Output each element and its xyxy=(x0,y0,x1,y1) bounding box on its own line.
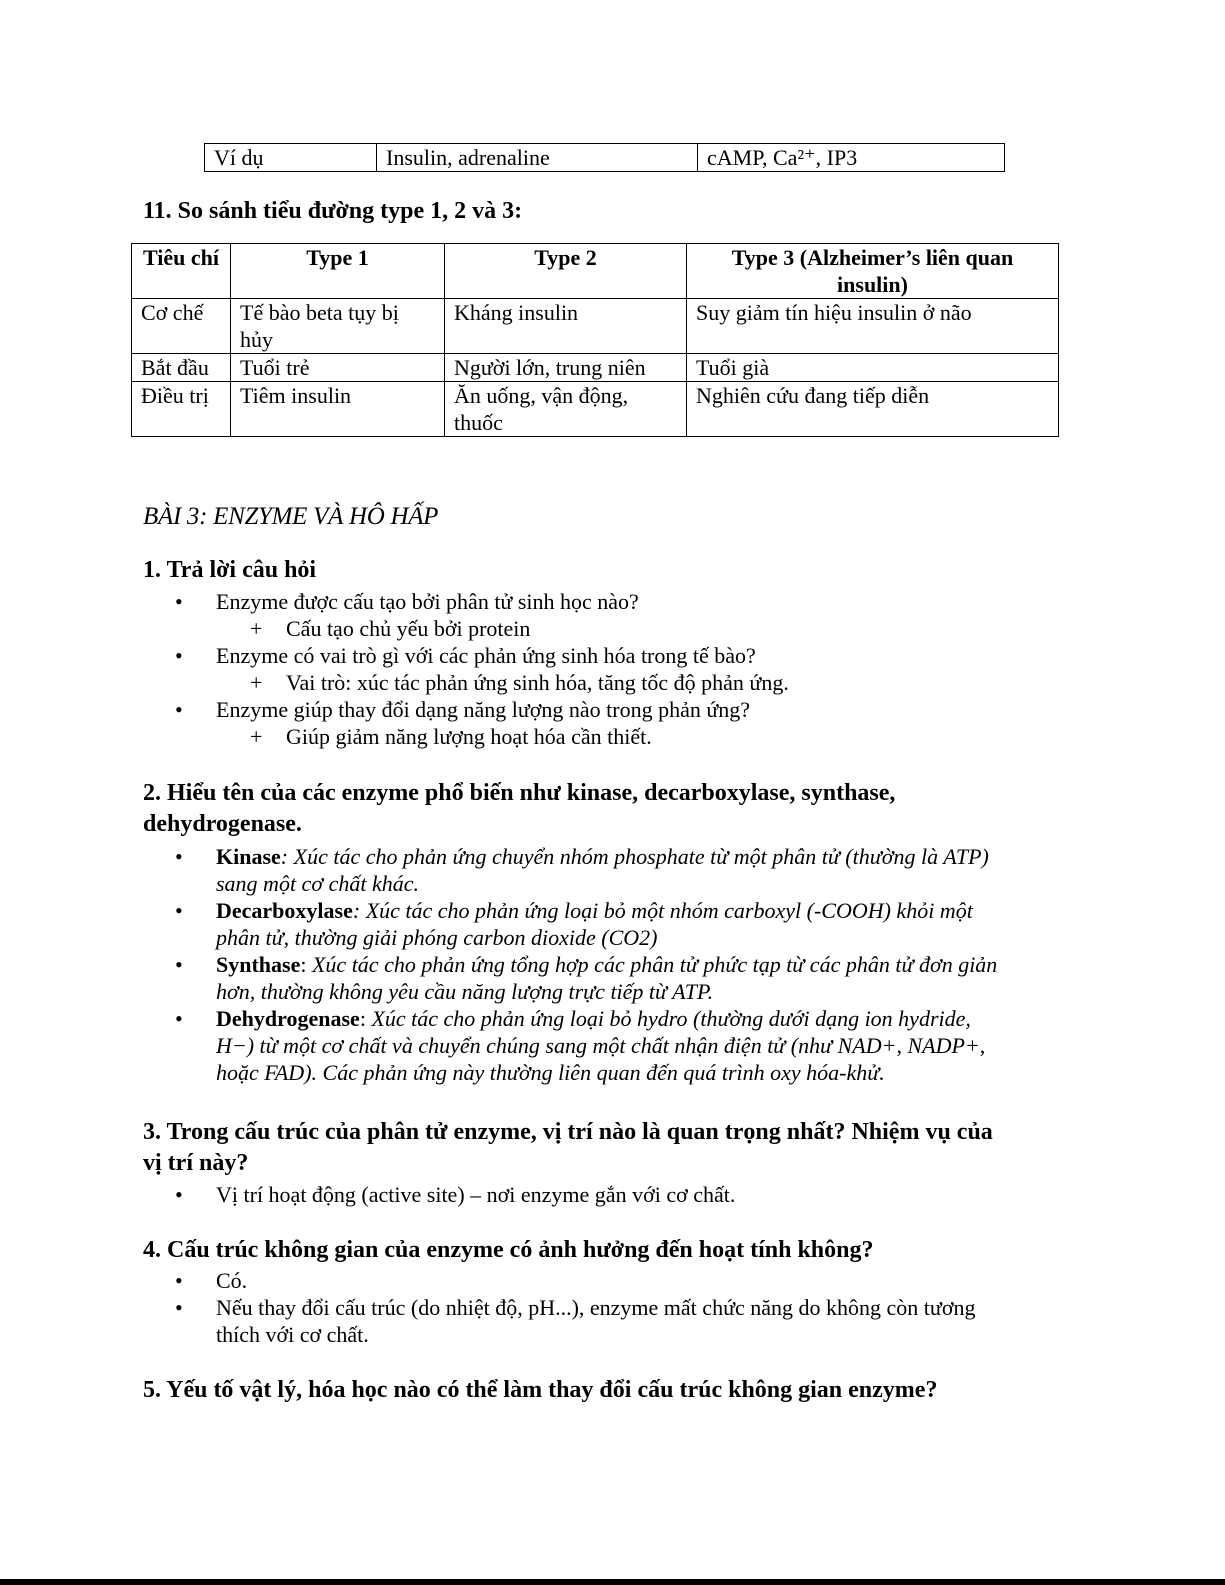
table-cell: Cơ chế xyxy=(132,299,231,354)
question-heading-5: 5. Yếu tố vật lý, hóa học nào có thể làm thay đổi cấu trúc không gian enzyme? xyxy=(143,1377,938,1403)
list-item: • Decarboxylase: Xúc tác cho phản ứng loại bỏ một nhóm carboxyl (-COOH) khỏi một phân tử, thường giải phóng carbon dioxide (CO2) xyxy=(143,897,1143,951)
question-text: Enzyme có vai trò gì với các phản ứng sinh hóa trong tế bào? xyxy=(216,643,756,668)
question-heading-2: 2. Hiểu tên của các enzyme phổ biến như kinase, decarboxylase, synthase, dehydrogenase. xyxy=(143,780,896,837)
question-text: Enzyme giúp thay đổi dạng năng lượng nào trong phản ứng? xyxy=(216,697,751,722)
definition: Xúc tác cho phản ứng chuyển nhóm phosphate từ một phân tử (thường là ATP) xyxy=(293,844,989,869)
answer-item xyxy=(0,615,1143,642)
list-item xyxy=(143,642,1143,669)
term: Kinase xyxy=(216,844,281,869)
column-header: Type 2 xyxy=(445,244,687,299)
table-row xyxy=(205,144,1005,172)
table-cell: Suy giảm tín hiệu insulin ở não xyxy=(687,299,1059,354)
table-cell: Người lớn, trung niên xyxy=(445,354,687,382)
list-item: • Kinase: Xúc tác cho phản ứng chuyển nhóm phosphate từ một phân tử (thường là ATP) sang một cơ chất khác. xyxy=(143,843,1143,897)
table-cell: Tuổi già xyxy=(687,354,1059,382)
answer-item xyxy=(0,723,1143,750)
plus-marker: + xyxy=(250,670,263,695)
list-item: • Vị trí hoạt động (active site) – nơi enzyme gắn với cơ chất. xyxy=(143,1181,1143,1208)
page-bottom-rule xyxy=(0,1579,1225,1585)
table-cell: cAMP, Ca²⁺, IP3 xyxy=(698,144,1005,172)
table-row xyxy=(132,382,1059,437)
table-cell: Tuổi trẻ xyxy=(231,354,445,382)
table-cell: Điều trị xyxy=(132,382,231,437)
section-heading-11: 11. So sánh tiểu đường type 1, 2 và 3: xyxy=(143,198,523,224)
table-cell: Insulin, adrenaline xyxy=(377,144,698,172)
list-item: • Synthase: Xúc tác cho phản ứng tổng hợp các phân tử phức tạp từ các phân tử đơn giản hơn, thường không yêu cầu năng lượng trực tiếp từ ATP. xyxy=(143,951,1143,1005)
list-item: • Nếu thay đổi cấu trúc (do nhiệt độ, pH...), enzyme mất chức năng do không còn tương thích với cơ chất. xyxy=(143,1294,1143,1348)
table-row xyxy=(132,354,1059,382)
list-item xyxy=(143,588,1143,615)
definition: Xúc tác cho phản ứng loại bỏ một nhóm carboxyl (-COOH) khỏi một xyxy=(365,898,973,923)
column-header: Type 1 xyxy=(231,244,445,299)
column-header: Tiêu chí xyxy=(132,244,231,299)
list-item: • Có. xyxy=(143,1267,1143,1294)
lesson-title: BÀI 3: ENZYME VÀ HÔ HẤP xyxy=(143,503,439,530)
question-3-list xyxy=(143,1181,1143,1208)
table-header-row xyxy=(132,244,1059,299)
table-cell: Tế bào beta tụy bị hủy xyxy=(231,299,445,354)
definition: Xúc tác cho phản ứng tổng hợp các phân tử phức tạp từ các phân tử đơn giản xyxy=(311,952,998,977)
table-cell: Nghiên cứu đang tiếp diễn xyxy=(687,382,1059,437)
enzyme-names-list xyxy=(143,843,1143,1086)
plus-marker: + xyxy=(250,616,263,641)
answer-text: Vai trò: xúc tác phản ứng sinh hóa, tăng tốc độ phản ứng. xyxy=(286,670,789,695)
question-heading-3: 3. Trong cấu trúc của phân tử enzyme, vị trí nào là quan trọng nhất? Nhiệm vụ của vị trí này? xyxy=(143,1119,993,1176)
definition: Xúc tác cho phản ứng loại bỏ hydro (thường dưới dạng ion hydride, xyxy=(371,1006,971,1031)
question-4-list xyxy=(143,1267,1143,1348)
plus-marker: + xyxy=(250,724,263,749)
term: Dehydrogenase xyxy=(216,1006,360,1031)
list-item: • Dehydrogenase: Xúc tác cho phản ứng loại bỏ hydro (thường dưới dạng ion hydride, H−) từ một cơ chất và chuyển chúng sang một chất nhận điện tử (như NAD+, NADP+, hoặc FAD). Các phản ứng này thường liên quan đến quá trình oxy hóa-khử. xyxy=(143,1005,1143,1086)
table-cell: Kháng insulin xyxy=(445,299,687,354)
answer-item xyxy=(0,669,1143,696)
list-item xyxy=(143,696,1143,723)
answer-text: Cấu tạo chủ yếu bởi protein xyxy=(286,616,531,641)
example-table xyxy=(204,143,1005,172)
question-1-list xyxy=(143,588,1143,750)
table-cell: Bắt đầu xyxy=(132,354,231,382)
table-cell: Ăn uống, vận động, thuốc xyxy=(445,382,687,437)
question-text: Enzyme được cấu tạo bởi phân tử sinh học nào? xyxy=(216,589,639,614)
table-row xyxy=(132,299,1059,354)
table-cell: Tiêm insulin xyxy=(231,382,445,437)
column-header: Type 3 (Alzheimer’s liên quan insulin) xyxy=(687,244,1059,299)
term: Decarboxylase xyxy=(216,898,353,923)
table-cell: Ví dụ xyxy=(205,144,377,172)
question-heading-1: 1. Trả lời câu hỏi xyxy=(143,557,317,583)
diabetes-comparison-table xyxy=(131,243,1059,437)
question-heading-4: 4. Cấu trúc không gian của enzyme có ảnh hưởng đến hoạt tính không? xyxy=(143,1237,874,1263)
term: Synthase xyxy=(216,952,301,977)
answer-text: Giúp giảm năng lượng hoạt hóa cần thiết. xyxy=(286,724,652,749)
